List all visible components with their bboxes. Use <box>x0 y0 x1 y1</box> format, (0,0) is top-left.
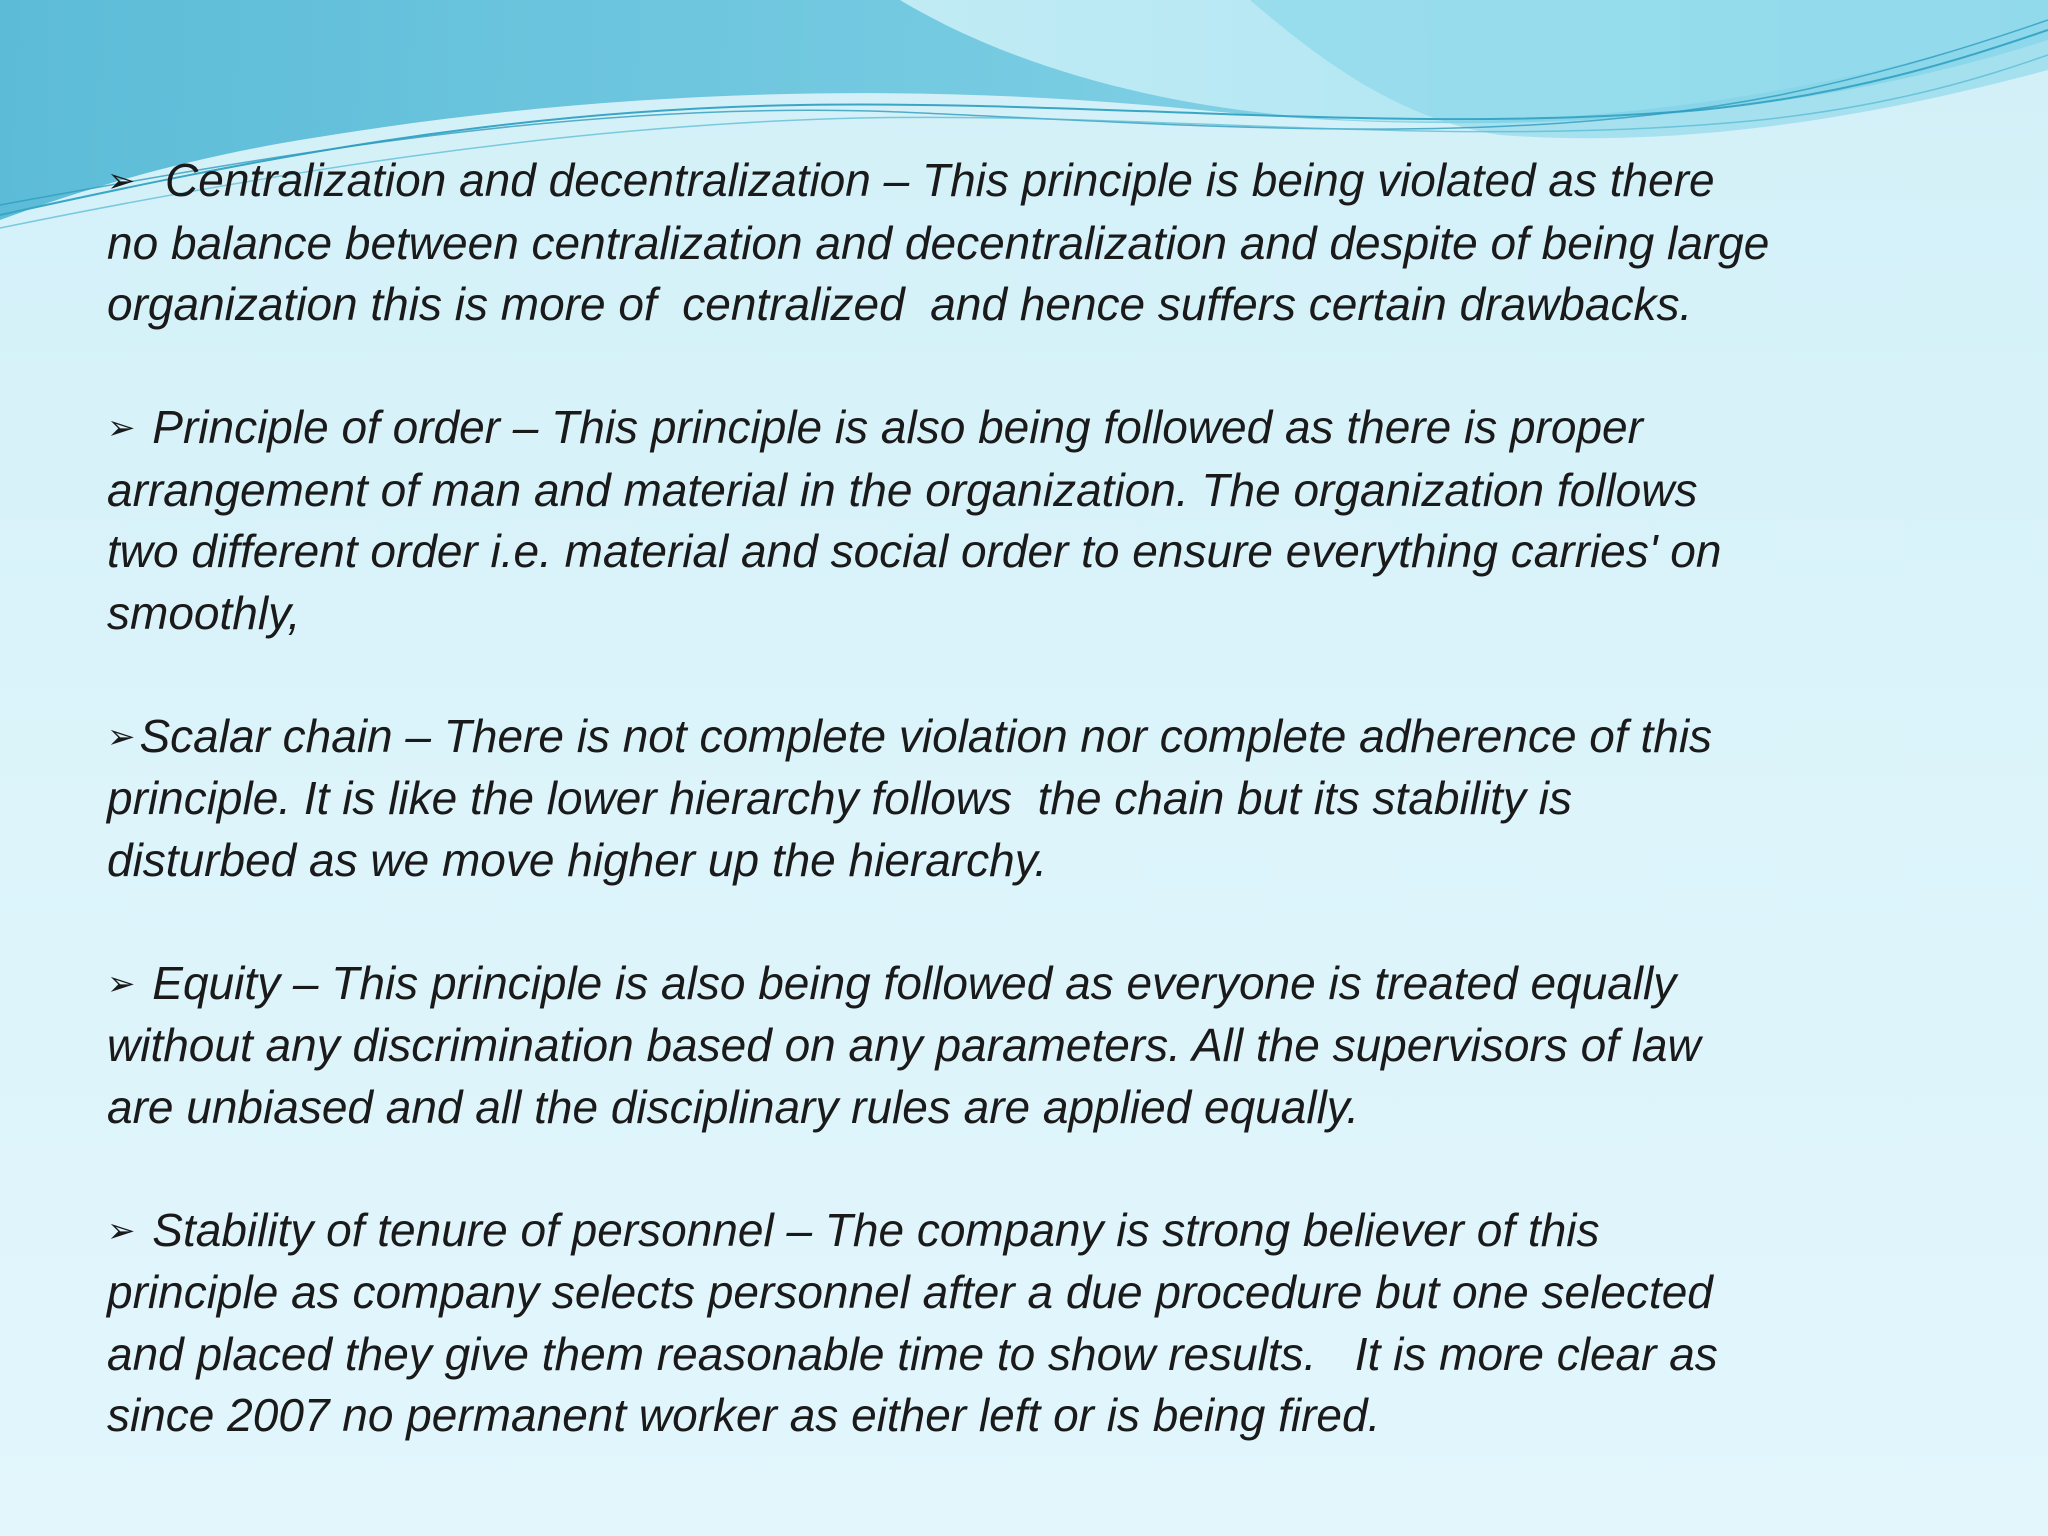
slide-content <box>107 150 1987 1447</box>
paragraph-line: Centralization and decentralization – This principle is being violated as there <box>139 154 1715 206</box>
paragraph-line: organization this is more of centralized and hence suffers certain drawbacks. <box>107 278 1693 330</box>
paragraph-line: disturbed as we move higher up the hierarchy. <box>107 833 1048 886</box>
paragraph-line: no balance between centralization and decentralization and despite of being large <box>107 216 1770 269</box>
paragraph-line: without any discrimination based on any parameters. All the supervisors of law <box>107 1019 1701 1071</box>
arrow-bullet-icon: ➢ <box>107 717 136 756</box>
bullet-centralization <box>107 150 1987 336</box>
paragraph-line: principle as company selects personnel after a due procedure but one selected <box>107 1266 1713 1318</box>
paragraph-line: smoothly, <box>107 586 301 639</box>
paragraph-line: principle. It is like the lower hierarchy follows the chain but its stability is <box>107 772 1572 824</box>
paragraph-line: Principle of order – This principle is also being followed as there is proper <box>139 401 1643 453</box>
arrow-bullet-icon: ➢ <box>107 1211 136 1250</box>
arrow-bullet-icon: ➢ <box>107 409 136 447</box>
paragraph-line: Equity – This principle is also being followed as everyone is treated equally <box>139 956 1677 1009</box>
bullet-equity <box>107 953 1987 1139</box>
paragraph-line: Scalar chain – There is not complete violation nor complete adherence of this <box>139 709 1713 762</box>
paragraph-line: since 2007 no permanent worker as either left or is being fired. <box>107 1389 1381 1441</box>
bullet-principle-of-order <box>107 397 1987 644</box>
arrow-bullet-icon: ➢ <box>107 964 136 1003</box>
bullet-scalar-chain <box>107 706 1987 892</box>
paragraph-line: Stability of tenure of personnel – The company is strong believer of this <box>139 1203 1600 1256</box>
paragraph-line: arrangement of man and material in the organization. The organization follows <box>107 463 1698 516</box>
paragraph-line: are unbiased and all the disciplinary rules are applied equally. <box>107 1080 1360 1133</box>
arrow-bullet-icon: ➢ <box>107 162 136 200</box>
bullet-stability-of-tenure <box>107 1200 1987 1447</box>
paragraph-line: two different order i.e. material and social order to ensure everything carries' on <box>107 525 1722 577</box>
paragraph-line: and placed they give them reasonable time to show results. It is more clear as <box>107 1327 1718 1380</box>
